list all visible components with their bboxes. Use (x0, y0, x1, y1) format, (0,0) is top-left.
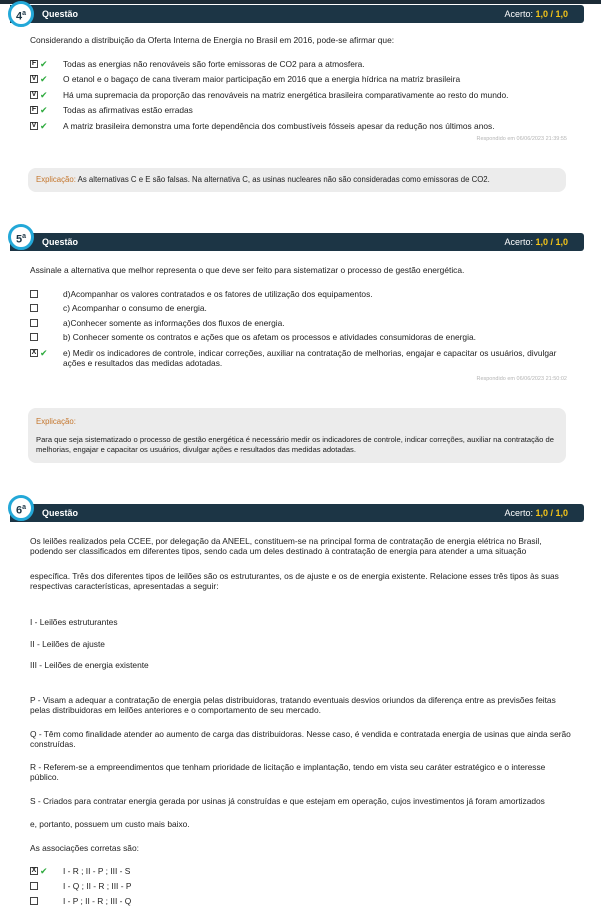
question-6-statement-p: P - Visam a adequar a contratação de energia pelas distribuidoras, tratando eventuais desvios oriundos da diferença entre as previsões feitas pelas distribuidoras em leilões anteriores e o comportamento de seu mercado. (30, 695, 556, 715)
option-checkbox[interactable] (30, 319, 38, 327)
question-6-item-2: II - Leilões de ajuste (30, 639, 105, 649)
question-4-header (10, 5, 584, 23)
check-icon: ✔ (40, 121, 48, 131)
question-6-item-3: III - Leilões de energia existente (30, 660, 149, 670)
check-icon: ✔ (40, 105, 48, 115)
question-4-responded-timestamp: Respondido em 06/06/2023 21:39:55 (476, 136, 567, 142)
question-5-number-badge: 5$^a$ (8, 224, 34, 250)
question-6-label: Questão (42, 508, 79, 518)
question-5-responded-timestamp: Respondido em 06/06/2023 21:50:02 (476, 376, 567, 382)
check-icon: ✔ (40, 59, 48, 69)
question-4-option-4[interactable]: F ✔ Todas as afirmativas estão erradas (31, 105, 193, 115)
question-5-label: Questão (42, 237, 79, 247)
explanation-text: As alternativas C e E são falsas. Na alternativa C, as usinas nucleares não são consideradas como emissoras de CO2. (77, 175, 490, 184)
question-5-option-1[interactable]: d)Acompanhar os valores contratados e os fatores de utilização dos equipamentos. (30, 289, 575, 301)
option-checkbox[interactable] (30, 333, 38, 341)
question-4-label: Questão (42, 9, 79, 19)
top-strip (0, 0, 601, 4)
option-checkbox[interactable] (30, 897, 38, 905)
question-6-number-badge: 6$^a$ (8, 495, 34, 521)
question-5-option-3[interactable]: a)Conhecer somente as informações dos fluxos de energia. (30, 318, 575, 330)
question-6-option-1[interactable]: X ✔ I - R ; II - P ; III - S (31, 866, 131, 876)
check-icon: ✔ (40, 866, 48, 876)
question-5-option-4[interactable]: b) Conhecer somente os contratos e ações que os afetam os processos e atividades consumidoras de energia. (30, 332, 575, 344)
question-6-header (10, 504, 584, 522)
option-checkbox[interactable] (30, 882, 38, 890)
question-4-number-badge: 4$^a$ (8, 1, 34, 27)
question-6-statement-s-part-2: e, portanto, possuem um custo mais baixo. (30, 819, 190, 829)
check-icon: ✔ (40, 90, 48, 100)
question-5-stem: Assinale a alternativa que melhor representa o que deve ser feito para sistematizar o processo de gestão energética. (30, 265, 465, 275)
question-6-statement-r: R - Referem-se a empreendimentos que tenham prioridade de licitação e implantação, tendo em vista seu caráter estratégico e o interesse público. (30, 762, 546, 782)
explanation-label: Explicação: (36, 417, 76, 426)
option-checkbox[interactable]: X (31, 867, 37, 874)
question-6-item-1: I - Leilões estruturantes (30, 617, 118, 627)
explanation-label: Explicação: (36, 175, 76, 184)
option-checkbox[interactable]: V (31, 122, 37, 129)
question-5-option-2[interactable]: c) Acompanhar o consumo de energia. (30, 303, 575, 315)
option-checkbox[interactable]: F (31, 60, 37, 67)
question-4-option-2[interactable]: V ✔ O etanol e o bagaço de cana tiveram maior participação em 2016 que a energia hídrica na matriz brasileira (31, 74, 461, 84)
question-4-option-3[interactable]: V ✔ Há uma supremacia da proporção das renováveis na matriz energética brasileira comparativamente ao resto do mundo. (31, 90, 509, 100)
question-5-option-5[interactable]: X ✔ e) Medir os indicadores de controle, indicar correções, auxiliar na contratação de melhorias, engajar e capacitar os usuários, divulgar ações e resultados das medidas adotadas. (31, 348, 557, 368)
question-4-score: Acerto: 1,0 / 1,0 (504, 9, 568, 19)
question-4-stem: Considerando a distribuição da Oferta Interna de Energia no Brasil em 2016, pode-se afirmar que: (30, 35, 395, 45)
explanation-text: Para que seja sistematizado o processo de gestão energética é necessário medir os indicadores de controle, indicar correções, auxiliar na contratação de melhorias, engajar e capacitar os usuários, divulgar ações e resultados das medidas adotadas. (36, 435, 554, 454)
question-4-option-5[interactable]: V ✔ A matriz brasileira demonstra uma forte dependência dos combustíveis fósseis apesar da redução nos últimos anos. (31, 121, 495, 131)
option-checkbox[interactable]: V (31, 91, 37, 98)
question-5-score: Acerto: 1,0 / 1,0 (504, 237, 568, 247)
check-icon: ✔ (40, 74, 48, 84)
question-6-option-3[interactable]: I - P ; II - R ; III - Q (30, 896, 575, 908)
option-checkbox[interactable] (30, 290, 38, 298)
option-checkbox[interactable]: X (31, 349, 37, 356)
question-4-option-1[interactable]: F ✔ Todas as energias não renováveis são forte emissoras de CO2 para a atmosfera. (31, 59, 365, 69)
option-checkbox[interactable]: F (31, 106, 37, 113)
question-6-statement-q: Q - Têm como finalidade atender ao aumento de carga das distribuidoras. Nesse caso, é vendida e contratada energia de usinas que ainda serão construídas. (30, 729, 571, 749)
question-6-statement-s-part-1: S - Criados para contratar energia gerada por usinas já construídas e que estejam em operação, cujos investimentos já foram amortizados (30, 796, 545, 806)
question-6-score: Acerto: 1,0 / 1,0 (504, 508, 568, 518)
option-checkbox[interactable]: V (31, 75, 37, 82)
question-5-explanation (28, 408, 566, 463)
option-checkbox[interactable] (30, 304, 38, 312)
question-6-stem-part-2: específica. Três dos diferentes tipos de leilões são os estruturantes, os de ajuste e os de energia existente. Relacione esses três tipos às suas respectivas características, apresentadas a seguir: (30, 571, 559, 591)
check-icon: ✔ (40, 348, 48, 358)
question-5-header (10, 233, 584, 251)
question-6-option-2[interactable]: I - Q ; II - R ; III - P (30, 881, 575, 893)
question-4-explanation (28, 168, 566, 192)
question-6-stem-part-1: Os leilões realizados pela CCEE, por delegação da ANEEL, constituem-se na principal forma de contratação de energia elétrica no Brasil, podendo ser classificados em diferentes tipos, sendo cada um deles destinado à contratação de energia para atender a uma situação (30, 536, 542, 556)
question-6-association-prompt: As associações corretas são: (30, 843, 139, 853)
